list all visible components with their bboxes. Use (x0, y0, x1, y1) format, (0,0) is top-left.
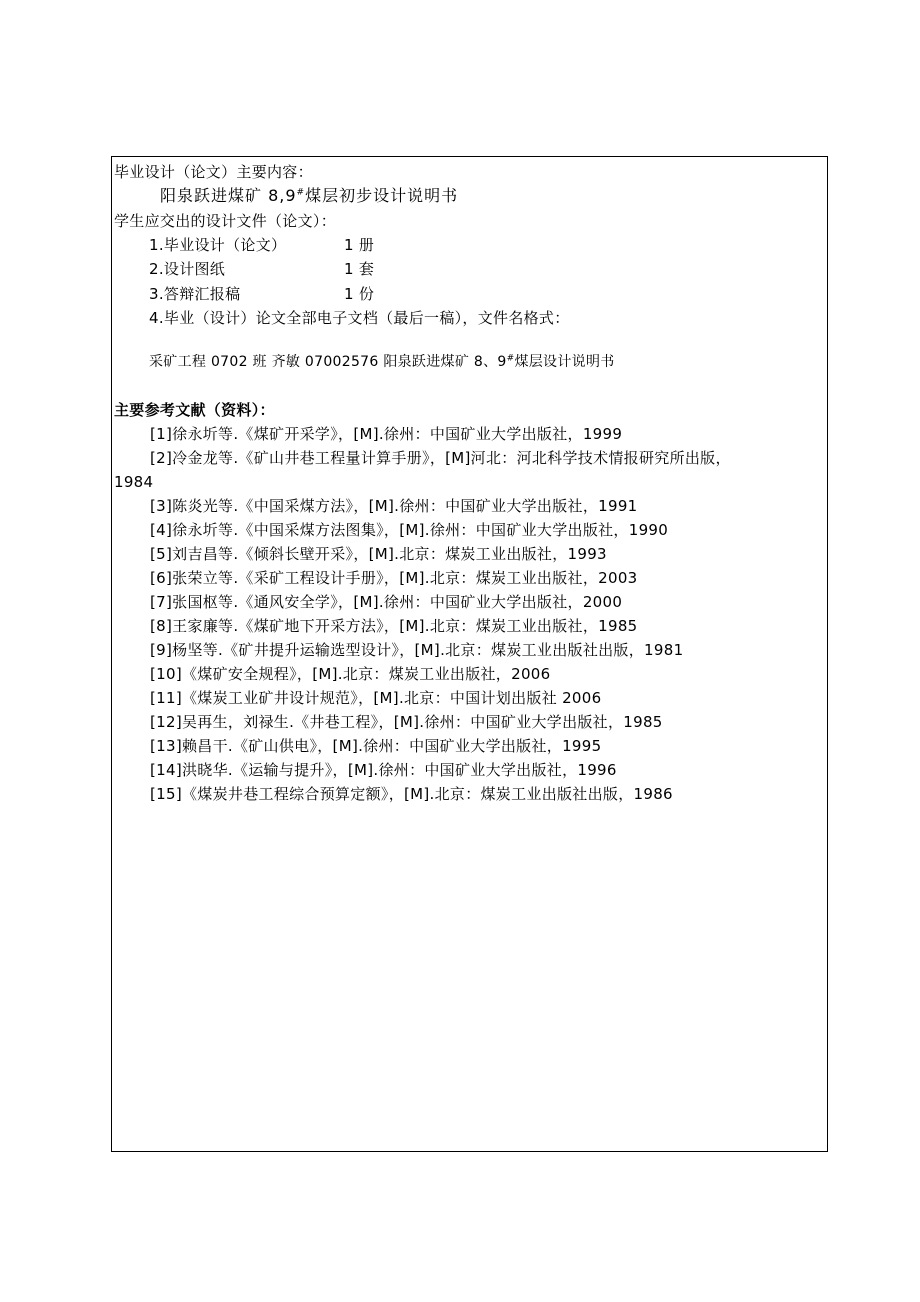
submit-item-qty: 1 份 (344, 285, 375, 303)
submit-item-qty: 1 册 (344, 236, 375, 254)
filename-format: 采矿工程 0702 班 齐敏 07002576 阳泉跃进煤矿 8、9#煤层设计说明书 (149, 353, 615, 370)
reference-item: [2]冷金龙等.《矿山井巷工程量计算手册》，[M]河北：河北科学技术情报研究所出版， (150, 449, 731, 467)
reference-item: [9]杨坚等.《矿井提升运输选型设计》，[M].北京：煤炭工业出版社出版，1981 (150, 641, 684, 659)
reference-item: [1]徐永圻等.《煤矿开采学》，[M].徐州：中国矿业大学出版社，1999 (150, 425, 623, 443)
reference-item: [3]陈炎光等.《中国采煤方法》，[M].徐州：中国矿业大学出版社，1991 (150, 497, 638, 515)
reference-item: [10]《煤矿安全规程》，[M].北京：煤炭工业出版社，2006 (150, 665, 551, 683)
format-item: 4.毕业（设计）论文全部电子文档（最后一稿），文件名格式： (149, 309, 570, 327)
reference-item: [4]徐永圻等.《中国采煤方法图集》，[M].徐州：中国矿业大学出版社，1990 (150, 521, 669, 539)
reference-item: [7]张国枢等.《通风安全学》，[M].徐州：中国矿业大学出版社，2000 (150, 593, 623, 611)
reference-item: [12]吴再生，刘禄生.《井巷工程》，[M].徐州：中国矿业大学出版社，1985 (150, 713, 663, 731)
reference-item: [5]刘吉昌等.《倾斜长壁开采》，[M].北京：煤炭工业出版社，1993 (150, 545, 607, 563)
reference-item: [8]王家廉等.《煤矿地下开采方法》，[M].北京：煤炭工业出版社，1985 (150, 617, 638, 635)
submit-heading: 学生应交出的设计文件（论文）： (114, 212, 337, 230)
thesis-title: 阳泉跃进煤矿 8,9#煤层初步设计说明书 (160, 186, 459, 205)
submit-item: 2.设计图纸 (149, 260, 226, 278)
reference-item: [13]赖昌干.《矿山供电》，[M].徐州：中国矿业大学出版社，1995 (150, 737, 602, 755)
reference-item: [14]洪晓华.《运输与提升》，[M].徐州：中国矿业大学出版社，1996 (150, 761, 617, 779)
submit-item-qty: 1 套 (344, 260, 375, 278)
reference-item: [6]张荣立等.《采矿工程设计手册》，[M].北京：煤炭工业出版社，2003 (150, 569, 638, 587)
submit-item: 1.毕业设计（论文） (149, 236, 287, 254)
reference-item: [15]《煤炭井巷工程综合预算定额》，[M].北京：煤炭工业出版社出版，1986 (150, 785, 673, 803)
submit-item: 3.答辩汇报稿 (149, 285, 241, 303)
reference-item-continued: 1984 (114, 473, 154, 491)
reference-item: [11]《煤炭工业矿井设计规范》，[M].北京：中国计划出版社 2006 (150, 689, 602, 707)
refs-heading: 主要参考文献（资料）： (114, 401, 275, 419)
main-content-heading: 毕业设计（论文）主要内容： (114, 163, 313, 181)
